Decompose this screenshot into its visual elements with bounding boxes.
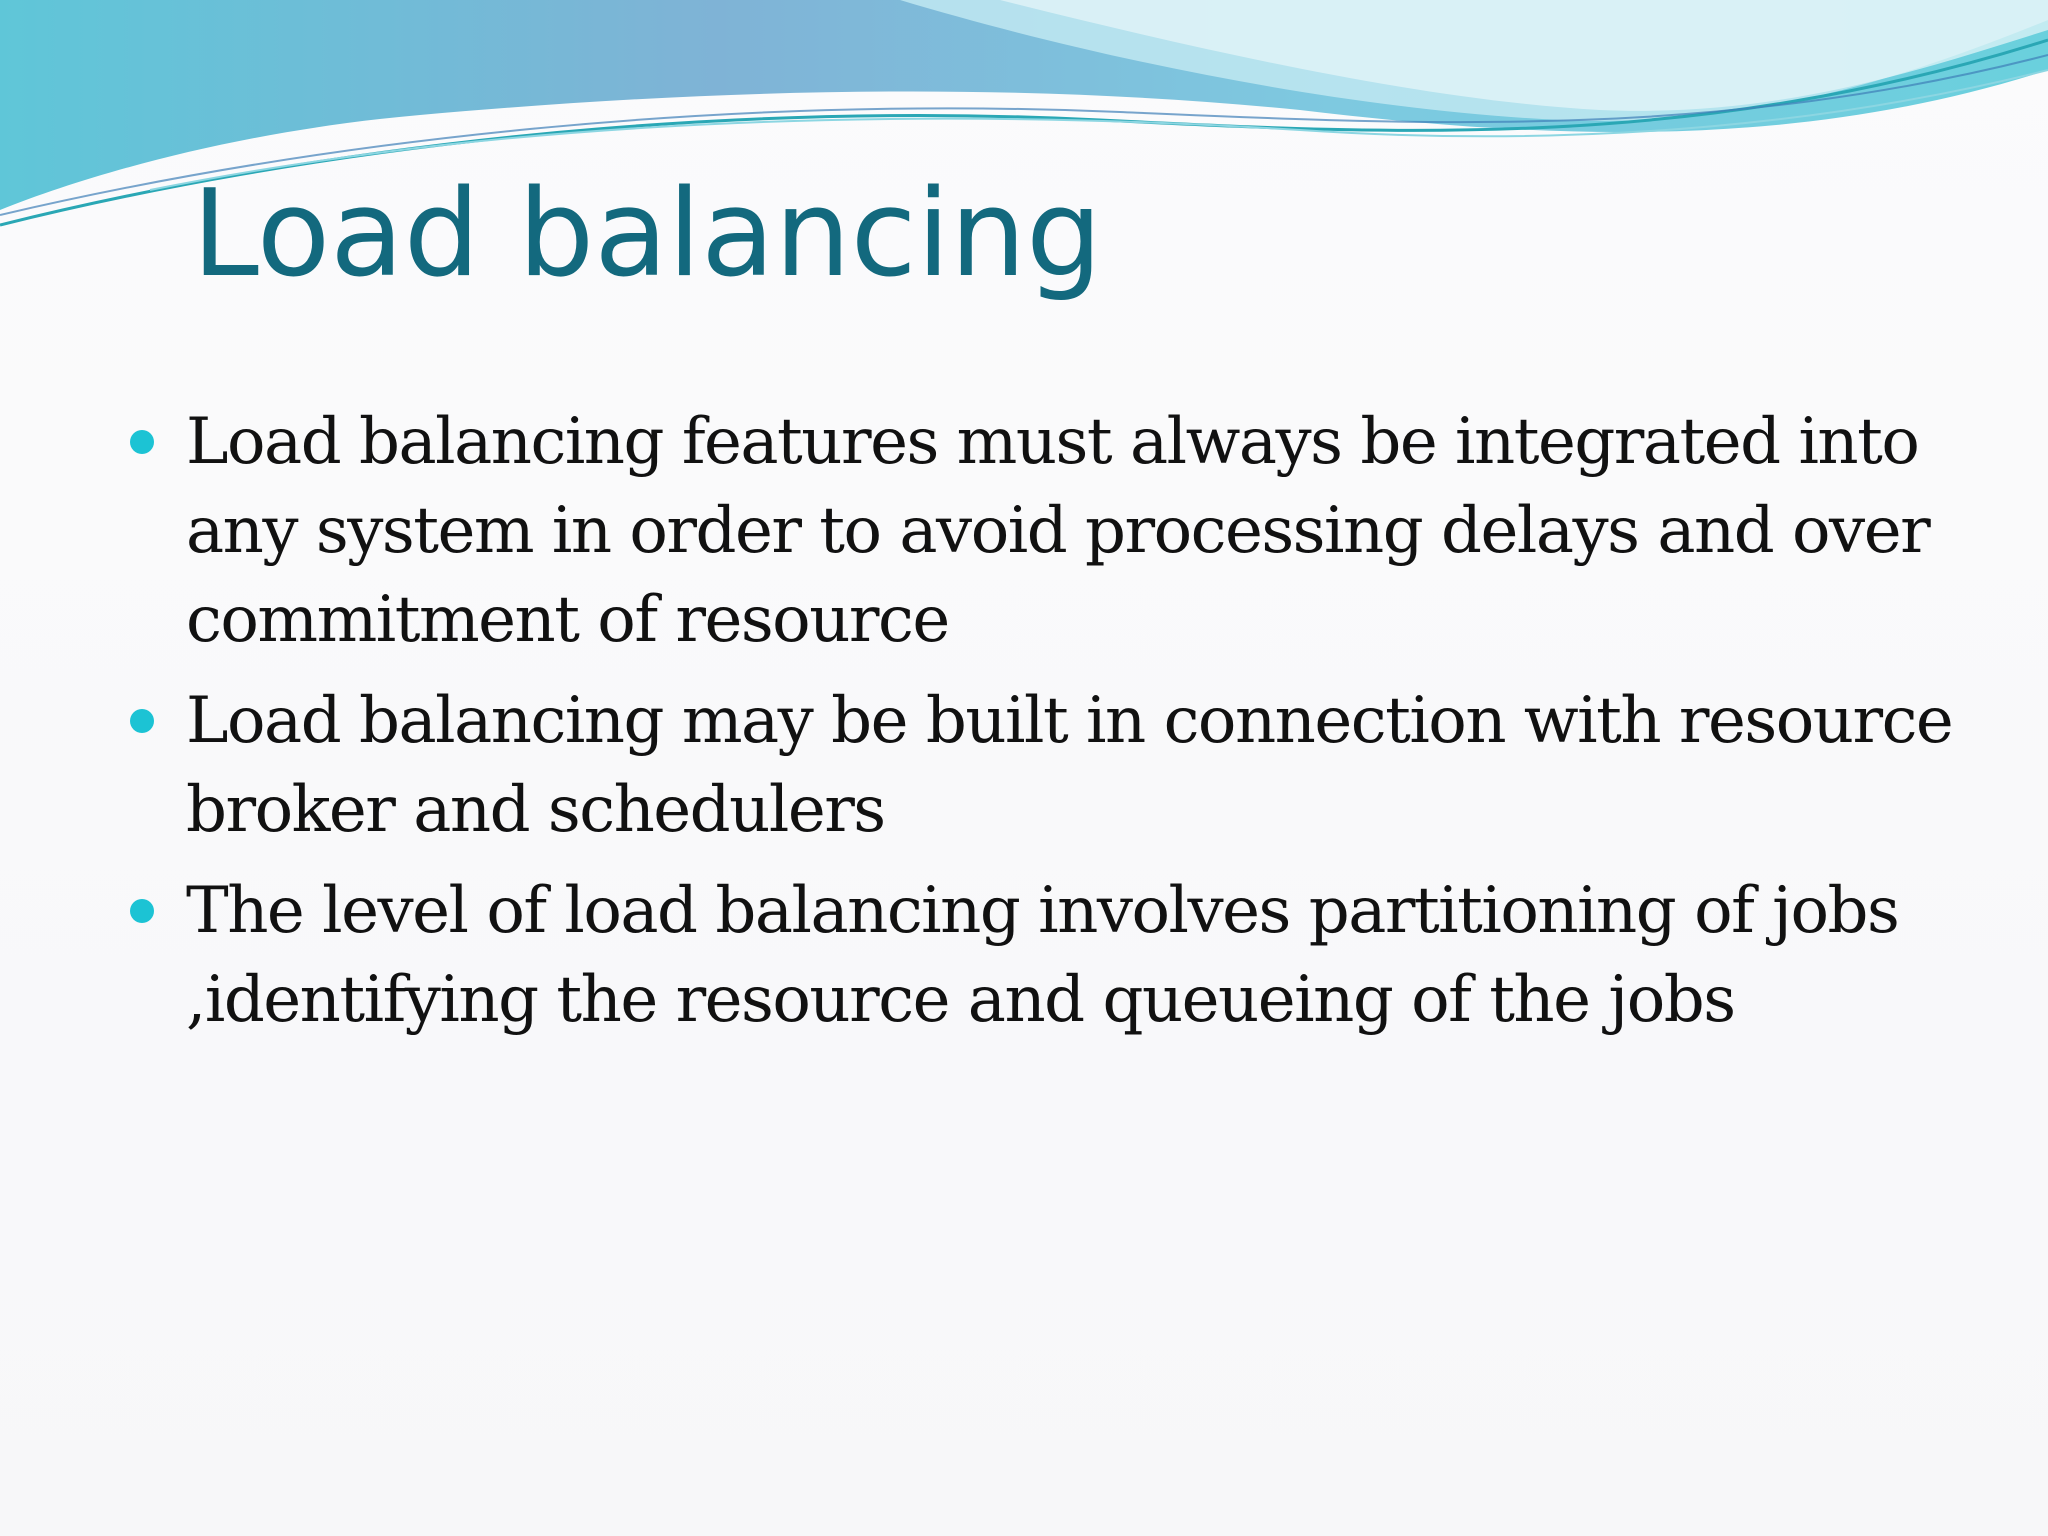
bullet-list: [130, 398, 2030, 1057]
circle-bullet-icon: [130, 430, 154, 454]
bullet-text: Load balancing features must always be integrated into any system in order to avoid processing delays and over commitment of resource: [186, 405, 1930, 657]
circle-bullet-icon: [130, 709, 154, 733]
circle-bullet-icon: [130, 899, 154, 923]
bullet-item: [130, 677, 2030, 855]
bullet-text: The level of load balancing involves partitioning of jobs ,identifying the resource and queueing of the jobs: [186, 874, 1899, 1037]
slide-title: Load balancing: [192, 165, 1103, 304]
bullet-item: [130, 398, 2030, 665]
bullet-item: [130, 867, 2030, 1045]
bullet-text: Load balancing may be built in connection with resource broker and schedulers: [186, 684, 1953, 847]
